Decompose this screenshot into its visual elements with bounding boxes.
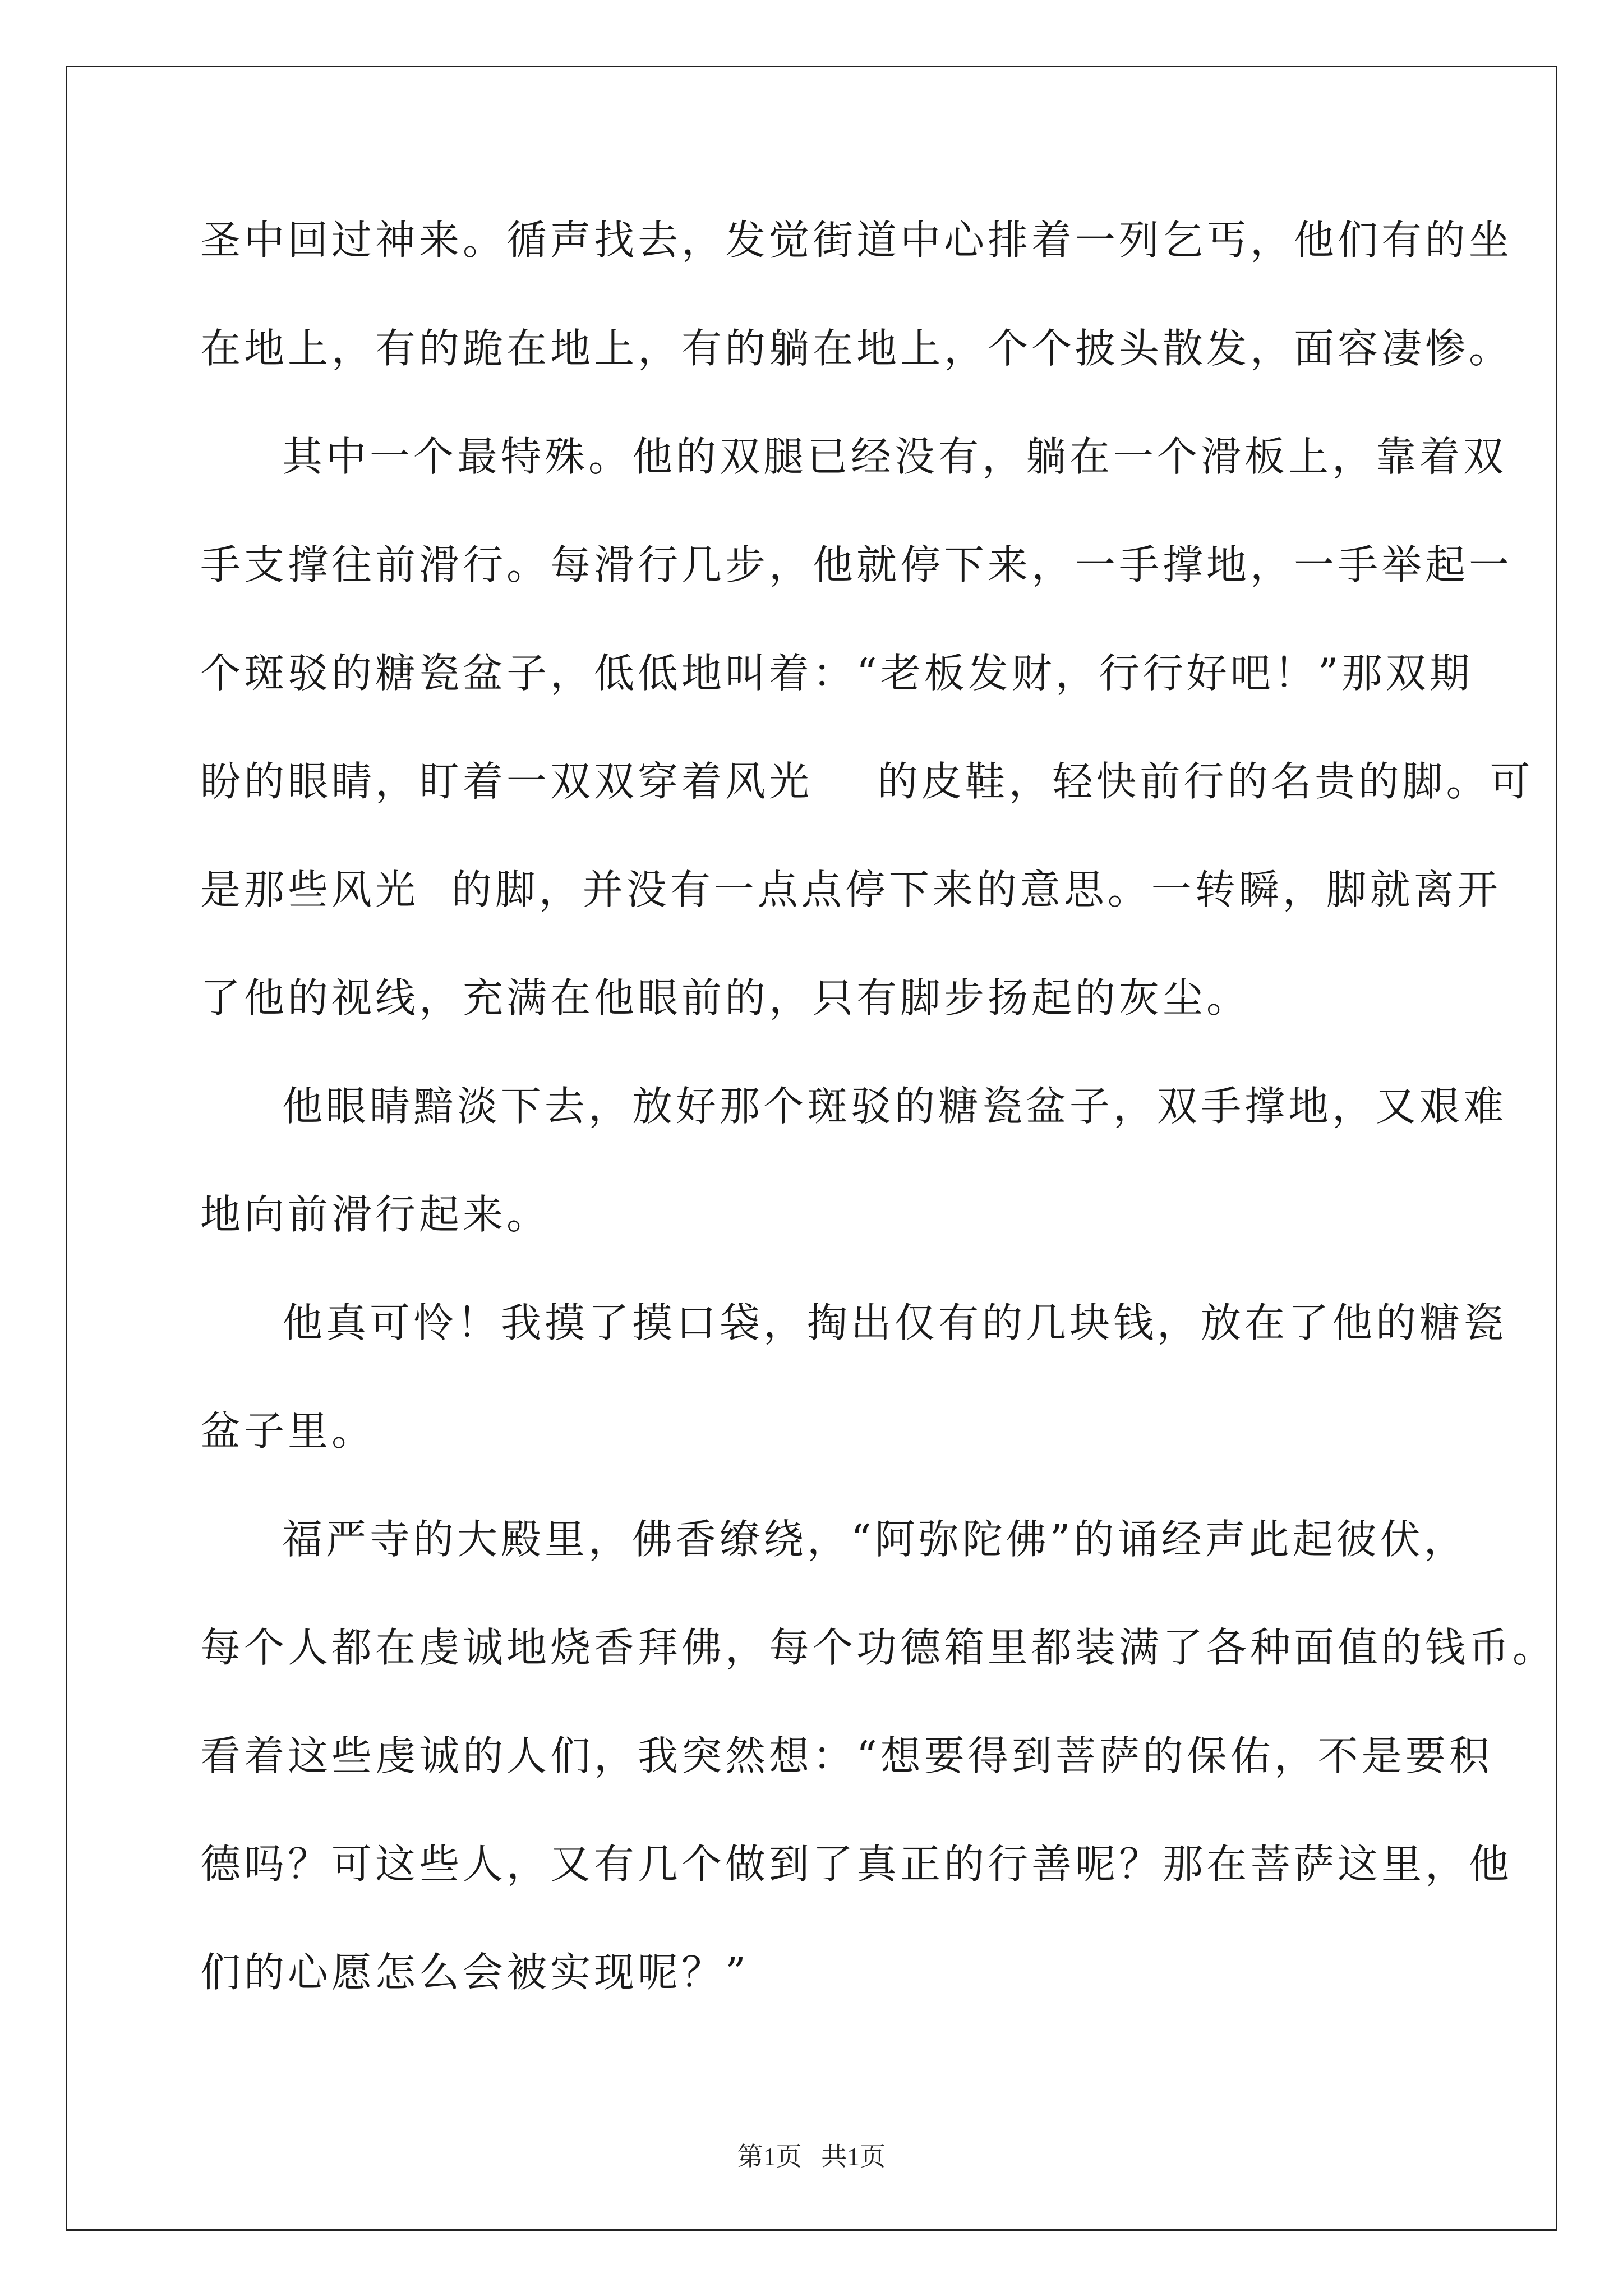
text-line: 盆子里。 [200,1407,376,1455]
text-line: 们的心愿怎么会被实现呢？” [200,1949,749,1996]
text-line: 德吗？可这些人，又有几个做到了真正的行善呢？那在菩萨这里，他 [200,1841,1513,1888]
text-line: 盼的眼睛，盯着一双双穿着风光 的皮鞋，轻快前行的名贵的脚。可 [200,758,1534,805]
text-line: 在地上，有的跪在地上，有的躺在地上，个个披头散发，面容凄惨。 [200,325,1513,372]
text-line: 每个人都在虔诚地烧香拜佛，每个功德箱里都装满了各种面值的钱币。 [200,1624,1557,1671]
text-line: 是那些风光 的脚，并没有一点点停下来的意思。一转瞬，脚就离开 [200,866,1501,913]
text-line: 看着这些虔诚的人们，我突然想：“想要得到菩萨的保佑，不是要积 [200,1732,1493,1779]
text-line: 了他的视线，充满在他眼前的，只有脚步扬起的灰尘。 [200,974,1251,1022]
text-line: 福严寺的大殿里，佛香缭绕，“阿弥陀佛”的诵经声此起彼伏， [282,1516,1468,1563]
text-line: 手支撑往前滑行。每滑行几步，他就停下来，一手撑地，一手举起一 [200,541,1513,588]
text-line: 他眼睛黯淡下去，放好那个斑驳的糖瓷盆子，双手撑地，又艰难 [282,1083,1507,1130]
text-line: 他真可怜！我摸了摸口袋，掏出仅有的几块钱，放在了他的糖瓷 [282,1299,1507,1346]
page-footer: 第1页 共1页 [737,2142,886,2171]
text-line: 圣中回过神来。循声找去，发觉街道中心排着一列乞丐，他们有的坐 [200,217,1513,264]
text-line: 个斑驳的糖瓷盆子，低低地叫着：“老板发财，行行好吧！”那双期 [200,650,1473,697]
text-line: 地向前滑行起来。 [200,1191,551,1238]
text-line: 其中一个最特殊。他的双腿已经没有，躺在一个滑板上，靠着双 [282,433,1507,480]
document-body [200,217,1557,2060]
